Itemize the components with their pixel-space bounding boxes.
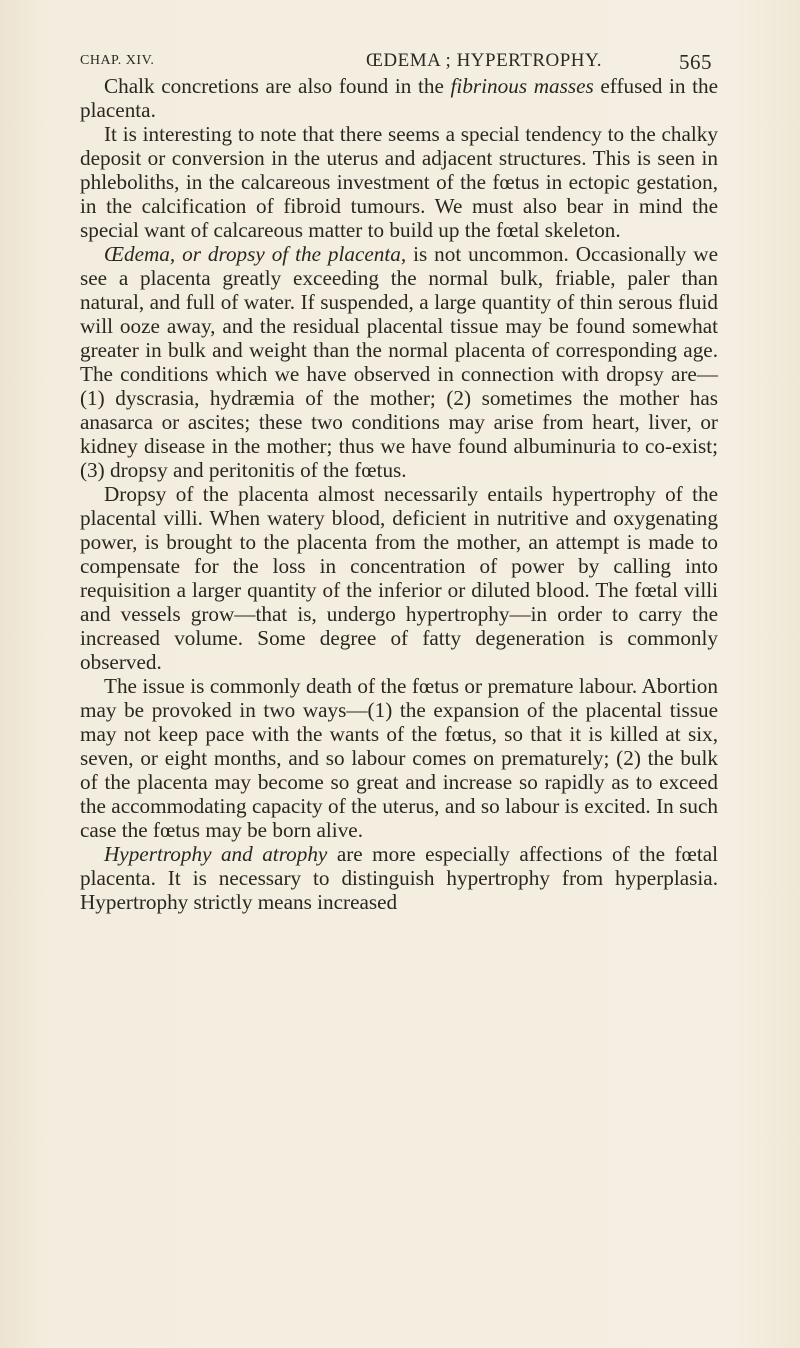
- paragraph-dropsy-hypertrophy: Dropsy of the placenta almost necessarily entails hypertrophy of the placental villi. When watery blood, deficient in nutritive and oxygenating power, is brought to the placenta from the mother, an attempt is made to compensate for the loss in concentration of power by calling into requisition a larger quantity of the inferior or diluted blood. The fœtal villi and vessels grow—that is, undergo hypertrophy—in order to carry the increased volume. Some degree of fatty degeneration is commonly observed.: [80, 482, 718, 674]
- italic-term-oedema: Œdema, or dropsy of the placenta,: [104, 242, 407, 266]
- paragraph-oedema: [80, 242, 718, 482]
- italic-term-fibrinous-masses: fibrinous masses: [450, 74, 594, 98]
- page-number: 565: [679, 50, 712, 74]
- paragraph-hypertrophy-atrophy: [80, 842, 718, 914]
- paragraph-text: is not uncommon. Occasionally we see a placenta greatly exceeding the normal bulk, friable, paler than natural, and full of water. If suspended, a large quantity of thin serous fluid will ooze away, and the residual placental tissue may be found somewhat greater in bulk and weight than the normal placenta of corresponding age. The conditions which we have observed in connection with dropsy are—(1) dyscrasia, hydræmia of the mother; (2) sometimes the mother has anasarca or ascites; these two conditions may arise from heart, liver, or kidney disease in the mother; thus we have found albuminuria to co-exist; (3) dropsy and peritonitis of the fœtus.: [80, 242, 718, 482]
- running-title: ŒDEMA ; HYPERTROPHY.: [366, 50, 603, 71]
- paragraph-text: effused in the placenta.: [80, 74, 719, 122]
- paragraph-chalky-deposit: It is interesting to note that there seems a special tendency to the chalky deposit or conversion in the uterus and adjacent structures. This is seen in phleboliths, in the calcareous investment of the fœtus in ectopic gestation, in the calcification of fibroid tumours. We must also bear in mind the special want of calcareous matter to build up the fœtal skeleton.: [80, 122, 718, 242]
- chapter-label: CHAP. XIV.: [80, 53, 155, 68]
- body-text: [80, 74, 718, 914]
- running-header: [80, 50, 712, 76]
- italic-term-hypertrophy-atrophy: Hypertrophy and atrophy: [104, 842, 328, 866]
- paragraph-text: Chalk concretions are also found in the: [104, 74, 451, 98]
- paragraph-text: are more especially affections of the fœtal placenta. It is necessary to distinguish hypertrophy from hyperplasia. Hypertrophy strictly means increased: [80, 842, 718, 914]
- paragraph-chalk-concretions: [80, 74, 718, 122]
- paragraph-issue: The issue is commonly death of the fœtus or premature labour. Abortion may be provoked in two ways—(1) the expansion of the placental tissue may not keep pace with the wants of the fœtus, so that it is killed at six, seven, or eight months, and so labour comes on prematurely; (2) the bulk of the placenta may become so great and increase so rapidly as to exceed the accommodating capacity of the uterus, and so labour is excited. In such case the fœtus may be born alive.: [80, 674, 718, 842]
